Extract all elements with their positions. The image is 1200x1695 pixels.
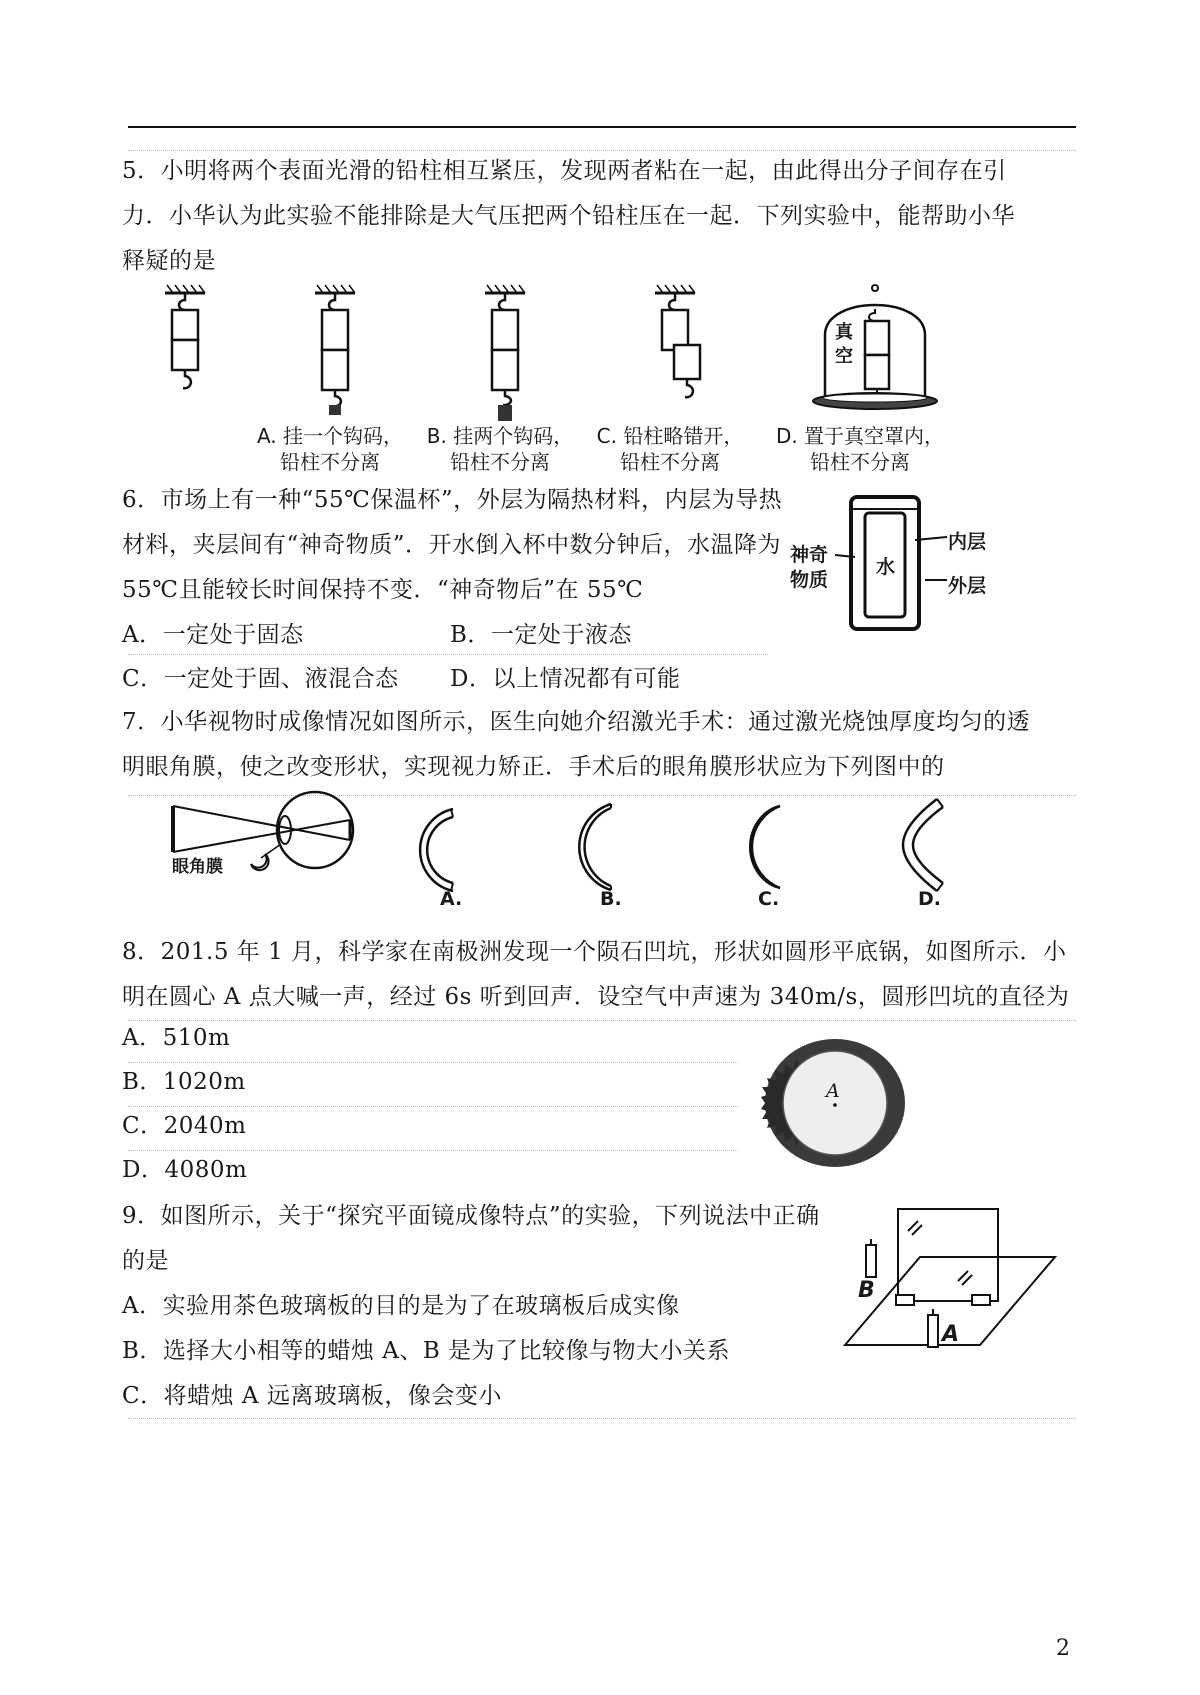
q8-line2: 明在圆心 A 点大喊一声，经过 6s 听到回声．设空气中声速为 340m/s，圆形凹坑的直径为	[122, 984, 1070, 1010]
q8-option-c: C．2040m	[122, 1113, 247, 1139]
q8-option-d: D．4080m	[122, 1157, 248, 1183]
q5-option-d-line1: D. 置于真空罩内，	[775, 424, 945, 448]
thermos-outer-label: 外层	[948, 575, 987, 597]
q5-option-a	[250, 423, 410, 475]
separator	[128, 1418, 1076, 1419]
q5-option-c-line1: C. 铅柱略错开，	[596, 424, 744, 448]
q8-option-b: B．1020m	[122, 1069, 246, 1095]
crater-center-label: A	[826, 1080, 840, 1102]
lens-choice-d	[895, 795, 955, 895]
q6-option-d: D．以上情况都有可能	[450, 666, 681, 692]
header-rule	[128, 126, 1076, 128]
lead-cylinder-figure-1	[165, 285, 205, 388]
q5-option-b-line1: B. 挂两个钩码，	[426, 424, 574, 448]
lead-cylinder-figure-3	[485, 285, 525, 421]
separator	[128, 654, 768, 655]
q6-option-a: A．一定处于固态	[122, 622, 304, 648]
q6-option-c: C．一定处于固、液混合态	[122, 666, 399, 692]
cornea-label: 眼角膜	[172, 857, 223, 877]
thermos-inner-label: 内层	[948, 531, 987, 553]
q5-option-a-line2: 铅柱不分离	[280, 450, 380, 474]
q9-option-b: B．选择大小相等的蜡烛 A、B 是为了比较像与物大小关系	[122, 1338, 731, 1364]
q6-line1: 6．市场上有一种“55℃保温杯”，外层为隔热材料，内层为导热	[122, 487, 783, 513]
q5-line1: 5．小明将两个表面光滑的铅柱相互紧压，发现两者粘在一起，由此得出分子间存在引	[122, 158, 1007, 184]
vacuum-label-1: 真	[835, 322, 853, 343]
q9-option-a: A．实验用茶色玻璃板的目的是为了在玻璃板后成实像	[122, 1293, 680, 1319]
q7-line1: 7．小华视物时成像情况如图所示，医生向她介绍激光手术：通过激光烧蚀厚度均匀的透	[122, 709, 1031, 735]
q5-option-d	[765, 423, 955, 475]
q9-line2: 的是	[122, 1248, 169, 1274]
thermos-magic-label-2: 物质	[790, 569, 829, 591]
q8-line1: 8．201.5 年 1 月，科学家在南极洲发现一个陨石凹坑，形状如圆形平底锅，如图所示．小	[122, 939, 1067, 965]
q5-option-a-line1: A. 挂一个钩码，	[256, 424, 404, 448]
lead-cylinder-figure-2	[315, 285, 355, 415]
separator	[128, 1020, 1076, 1021]
q6-line3: 55℃且能较长时间保持不变．“神奇物后”在 55℃	[122, 577, 644, 603]
bell-jar-figure	[813, 285, 937, 409]
q5-line2: 力．小华认为此实验不能排除是大气压把两个铅柱压在一起．下列实验中，能帮助小华	[122, 203, 1015, 229]
lens-label-a: A.	[440, 888, 463, 910]
candle-a-label: A	[942, 1322, 960, 1347]
thermos-magic-label-1: 神奇	[790, 544, 829, 566]
q5-option-c-line2: 铅柱不分离	[620, 450, 720, 474]
lens-label-b: B.	[600, 888, 622, 910]
q9-line1: 9．如图所示，关于“探究平面镜成像特点”的实验，下列说法中正确	[122, 1203, 820, 1229]
q7-line2: 明眼角膜，使之改变形状，实现视力矫正．手术后的眼角膜形状应为下列图中的	[122, 754, 945, 780]
lead-cylinder-figure-4	[655, 285, 700, 397]
q9-option-c: C．将蜡烛 A 远离玻璃板，像会变小	[122, 1383, 502, 1409]
separator	[128, 1062, 738, 1063]
q6-line2: 材料，夹层间有“神奇物质”．开水倒入杯中数分钟后，水温降为	[122, 532, 782, 558]
crater-figure	[760, 1035, 910, 1170]
q8-option-a: A．510m	[122, 1025, 231, 1051]
q5-option-b	[420, 423, 580, 475]
q5-option-d-line2: 铅柱不分离	[810, 450, 910, 474]
lens-label-c: C.	[758, 888, 780, 910]
candle-b-label: B	[858, 1278, 875, 1303]
lens-choice-b	[575, 800, 625, 895]
lens-choice-a	[415, 805, 465, 895]
thermos-water-label: 水	[876, 556, 896, 578]
lens-choice-c	[730, 800, 790, 895]
lens-label-d: D.	[918, 888, 941, 910]
q6-option-b: B．一定处于液态	[450, 622, 632, 648]
q5-line3: 释疑的是	[122, 248, 216, 274]
separator	[128, 1106, 738, 1107]
q5-option-b-line2: 铅柱不分离	[450, 450, 550, 474]
vacuum-label-2: 空	[835, 346, 853, 367]
q5-option-c	[590, 423, 750, 475]
separator	[128, 1150, 738, 1151]
separator	[128, 150, 1076, 151]
page-number: 2	[1056, 1636, 1070, 1661]
